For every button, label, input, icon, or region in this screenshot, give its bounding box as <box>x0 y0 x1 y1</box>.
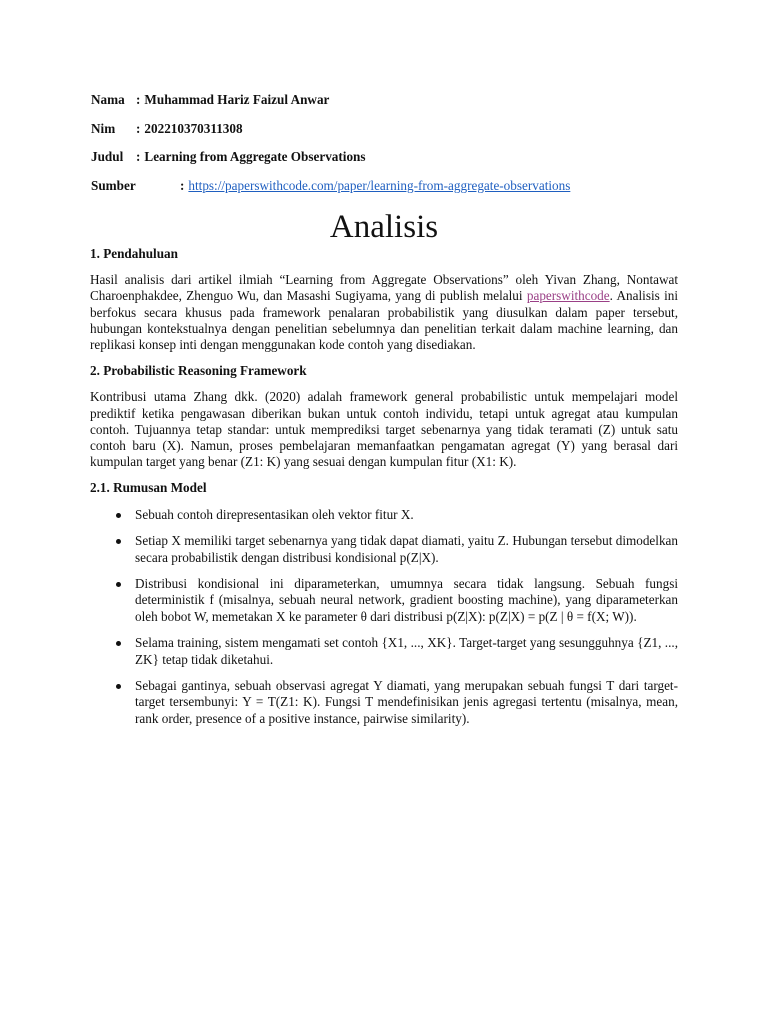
bullet-icon <box>116 539 121 544</box>
meta-row-nim <box>91 121 691 150</box>
list-item <box>90 576 678 625</box>
meta-row-judul <box>91 149 691 178</box>
bullet-icon <box>116 582 121 587</box>
colon: : <box>136 120 141 136</box>
nim-value: 202210370311308 <box>144 120 243 136</box>
list-item <box>90 533 678 565</box>
bullet-icon <box>116 513 121 518</box>
colon: : <box>180 177 185 193</box>
bullet-icon <box>116 684 121 689</box>
paragraph-pendahuluan <box>90 272 678 353</box>
metadata-block <box>91 92 691 206</box>
judul-value: Learning from Aggregate Observations <box>144 149 366 164</box>
document-body <box>90 246 678 737</box>
list-item-text: Sebagai gantinya, sebuah observasi agregat Y diamati, yang merupakan sebuah fungsi T dari target-target tersembunyi: Y = T(Z1: K). Fungsi T mendefinisikan jenis agregasi tertentu (misalnya, mean, rank order, presence of a positive instance, pairwise similarity). <box>135 678 678 726</box>
list-item-text: Distribusi kondisional ini diparameterkan, umumnya secara tidak langsung. Sebuah fungsi deterministik f (misalnya, sebuah neural network, gradient boosting machine), yang diparameterkan oleh bobot W, memetakan X ke parameter θ dari distribusi p(Z|X): p(Z|X) = p(Z | θ = f(X; W)). <box>135 576 678 624</box>
judul-label: Judul <box>91 149 124 164</box>
section-heading-framework: 2. Probabilistic Reasoning Framework <box>90 363 307 379</box>
section-heading-rumusan: 2.1. Rumusan Model <box>90 480 207 496</box>
section-heading-pendahuluan: 1. Pendahuluan <box>90 246 178 261</box>
nim-value-wrap <box>136 121 243 137</box>
bullet-icon <box>116 641 121 646</box>
paperswithcode-link[interactable]: paperswithcode <box>526 288 610 304</box>
nim-label: Nim <box>91 120 116 136</box>
list-item <box>90 678 678 727</box>
nama-value-wrap <box>136 92 329 108</box>
list-item <box>90 507 678 523</box>
sumber-value-wrap <box>180 178 570 194</box>
sumber-link[interactable]: https://paperswithcode.com/paper/learning-from-aggregate-observations <box>188 177 571 193</box>
list-item-text: Setiap X memiliki target sebenarnya yang tidak dapat diamati, yaitu Z. Hubungan tersebut dimodelkan secara probabilistik dengan distribusi kondisional p(Z|X). <box>135 533 678 565</box>
document-title: Analisis <box>329 209 439 245</box>
sumber-label: Sumber <box>91 177 136 193</box>
text-before-link: Hasil analisis dari artikel ilmiah “Learning from Aggregate Observations” oleh Yivan Zhang, Nontawat Charoenphakdee, Zhenguo Wu, dan Masashi Sugiyama, yang di publish melalui <box>90 272 678 304</box>
list-item <box>90 635 678 667</box>
meta-row-sumber <box>91 178 691 207</box>
colon: : <box>136 149 141 164</box>
paragraph-framework: Kontribusi utama Zhang dkk. (2020) adalah framework general probabilistic untuk mempelajari model prediktif ketika pengawasan diberikan bukan untuk contoh individu, tetapi untuk agregat atau kumpulan contoh. Tujuannya tetap standar: untuk memprediksi target sebenarnya yang tidak teramati (Z) untuk satu contoh baru (X). Namun, proses pembelajaran memanfaatkan pengamatan agregat (Y) yang berasal dari kumpulan target yang benar (Z1: K) yang sesuai dengan kumpulan fitur (X1: K). <box>90 389 678 470</box>
meta-row-nama <box>91 92 691 121</box>
list-item-text: Selama training, sistem mengamati set contoh {X1, ..., XK}. Target-target yang sesungguhnya {Z1, ..., ZK} tetap tidak diketahui. <box>135 635 678 667</box>
list-item-text: Sebuah contoh direpresentasikan oleh vektor fitur X. <box>135 506 414 522</box>
bullet-list <box>90 507 678 727</box>
nama-label: Nama <box>91 92 125 107</box>
colon: : <box>136 92 141 107</box>
nama-value: Muhammad Hariz Faizul Anwar <box>144 92 330 107</box>
judul-value-wrap <box>136 149 366 165</box>
text-after-link: . Analisis ini berfokus secara khusus pada framework penalaran probabilistik yang diusulkan dalam paper tersebut, hubungan kontekstualnya dengan penelitian sebelumnya dan penelitian terkait dalam machine learning, dan replikasi konsep inti dengan menggunakan kode contoh yang disediakan. <box>90 288 678 353</box>
